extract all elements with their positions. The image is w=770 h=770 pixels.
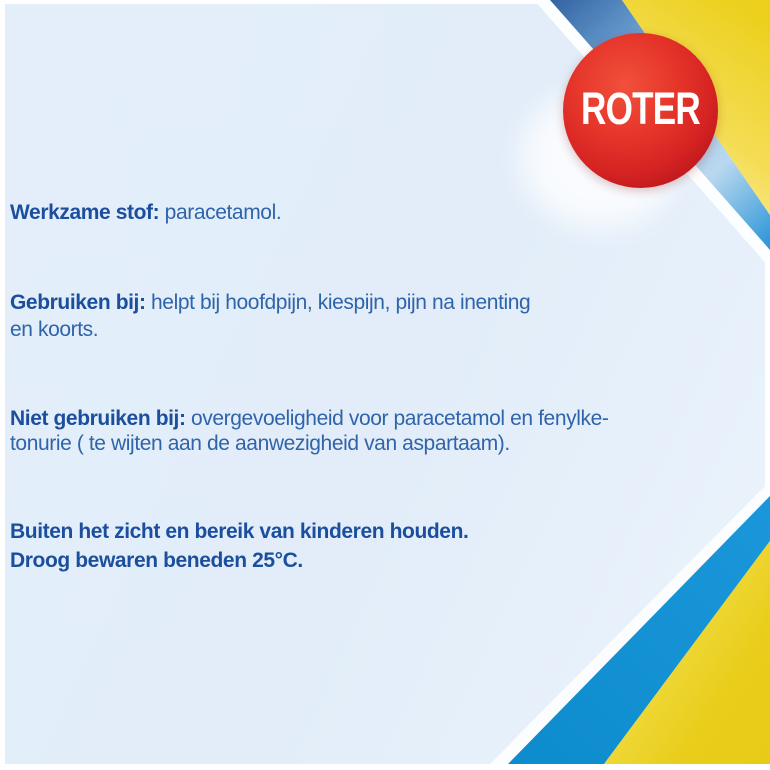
active-ingredient-label: Werkzame stof:	[10, 201, 160, 224]
storage-instruction-text: Droog bewaren beneden 25°C.	[10, 549, 303, 572]
contraindication-line-2	[10, 432, 510, 456]
storage-instruction-line	[10, 549, 303, 573]
active-ingredient-line	[10, 201, 281, 225]
usage-text-1: helpt bij hoofdpijn, kiespijn, pijn na inenting	[145, 291, 531, 314]
contraindication-text-2: tonurie ( te wijten aan de aanwezigheid van aspartaam).	[10, 432, 510, 455]
keep-away-from-children-text: Buiten het zicht en bereik van kinderen houden.	[10, 520, 469, 543]
usage-label: Gebruiken bij:	[10, 291, 146, 314]
keep-away-from-children-line	[10, 520, 468, 544]
usage-line-1	[10, 291, 530, 315]
contraindication-line-1	[10, 407, 608, 431]
usage-line-2	[10, 318, 98, 342]
active-ingredient-value: paracetamol.	[159, 201, 282, 224]
roter-logo	[563, 33, 718, 188]
contraindication-label: Niet gebruiken bij:	[10, 407, 186, 430]
roter-logo-text: ROTER	[581, 83, 700, 134]
contraindication-text-1: overgevoeligheid voor paracetamol en fenylke-	[185, 407, 609, 430]
usage-text-2: en koorts.	[10, 318, 99, 341]
